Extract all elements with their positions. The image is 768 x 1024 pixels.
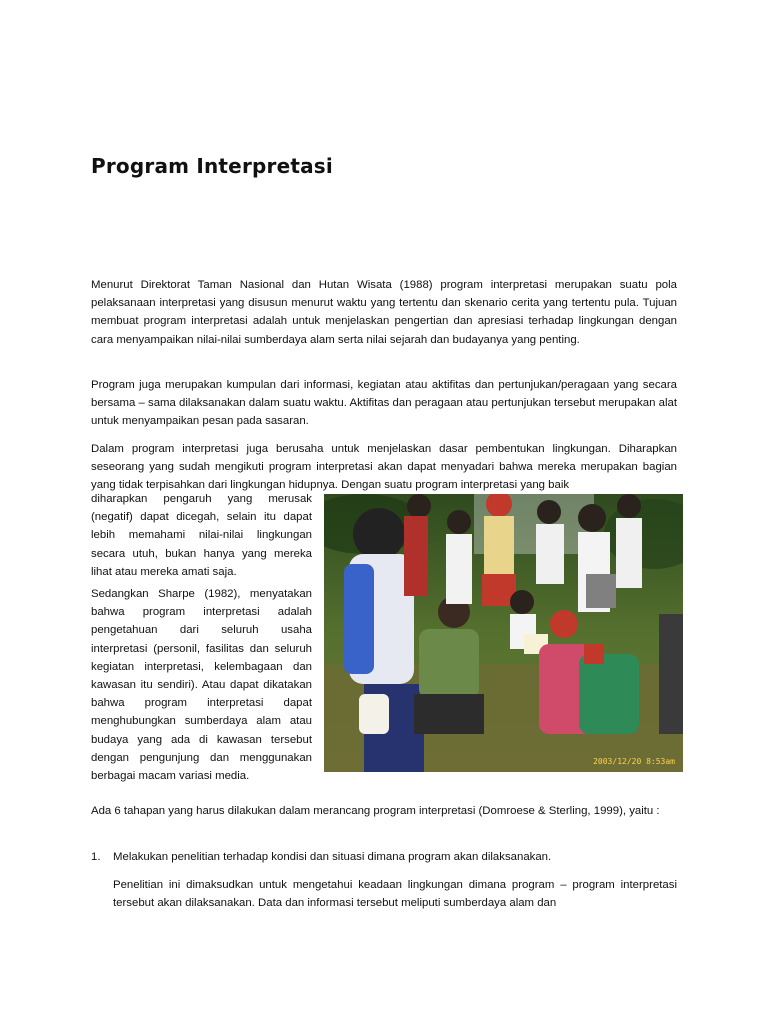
list-item-text: Melakukan penelitian terhadap kondisi dan situasi dimana program akan dilaksanakan. <box>113 851 552 863</box>
photo-timestamp: 2003/12/20 8:53am <box>593 757 675 766</box>
paragraph-2: Program juga merupakan kumpulan dari informasi, kegiatan atau aktifitas dan pertunjukan/peragaan yang secara bersama – sama dilaksanakan dalam suatu waktu. Aktifitas dan peragaan atau pertunjukan tersebut merupakan alat untuk menyampaikan pesan pada sasaran. <box>91 379 677 428</box>
paragraph-1: Menurut Direktorat Taman Nasional dan Hutan Wisata (1988) program interpretasi merupakan suatu pola pelaksanaan interpretasi yang disusun menurut waktu yang tertentu dan skenario cerita yang tertentu pula. Tujuan membuat program interpretasi adalah untuk menjelaskan pengertian dan apresiasi terhadap lingkungan dengan cara menyampaikan nilai-nilai sumberdaya alam serta nilai sejarah dan budayanya yang penting. <box>91 279 677 346</box>
list-number: 1. <box>91 851 101 863</box>
list-item <box>91 848 677 866</box>
page-title: Program Interpretasi <box>91 154 333 178</box>
list-item-detail: Penelitian ini dimaksudkan untuk mengetahui keadaan lingkungan dimana program – program interpretasi tersebut akan dilaksanakan. Data dan informasi tersebut meliputi sumberdaya alam dan <box>113 879 677 910</box>
paragraph-5: Sedangkan Sharpe (1982), menyatakan bahwa program interpretasi adalah pengetahuan dari seluruh usaha interpretasi (personil, fasilitas dan seluruh kegiatan interpretasi, kelembagaan dan kawasan itu sendiri). Atau dapat dikatakan bahwa program interpretasi dapat menghubungkan sumberdaya alam atau budaya yang ada di kawasan tersebut dengan pengunjung dan menggunakan berbagai macam variasi media. <box>91 588 312 783</box>
paragraph-3: Dalam program interpretasi juga berusaha untuk menjelaskan dasar pembentukan lingkungan. Diharapkan seseorang yang sudah mengikuti program interpretasi akan dapat menyadari bahwa mereka merupakan bagian yang tidak terpisahkan dari lingkungan hidupnya. Dengan suatu program interpretasi yang baik <box>91 443 677 492</box>
paragraph-4: diharapkan pengaruh yang merusak (negatif) dapat dicegah, selain itu dapat lebih memahami nilai-nilai lingkungan secara utuh, bukan hanya yang mereka lihat atau mereka amati saja. <box>91 493 312 578</box>
photo-illustration <box>324 494 683 772</box>
field-trip-photo <box>324 494 683 772</box>
paragraph-6: Ada 6 tahapan yang harus dilakukan dalam merancang program interpretasi (Domroese & Sterling, 1999), yaitu : <box>91 805 660 817</box>
